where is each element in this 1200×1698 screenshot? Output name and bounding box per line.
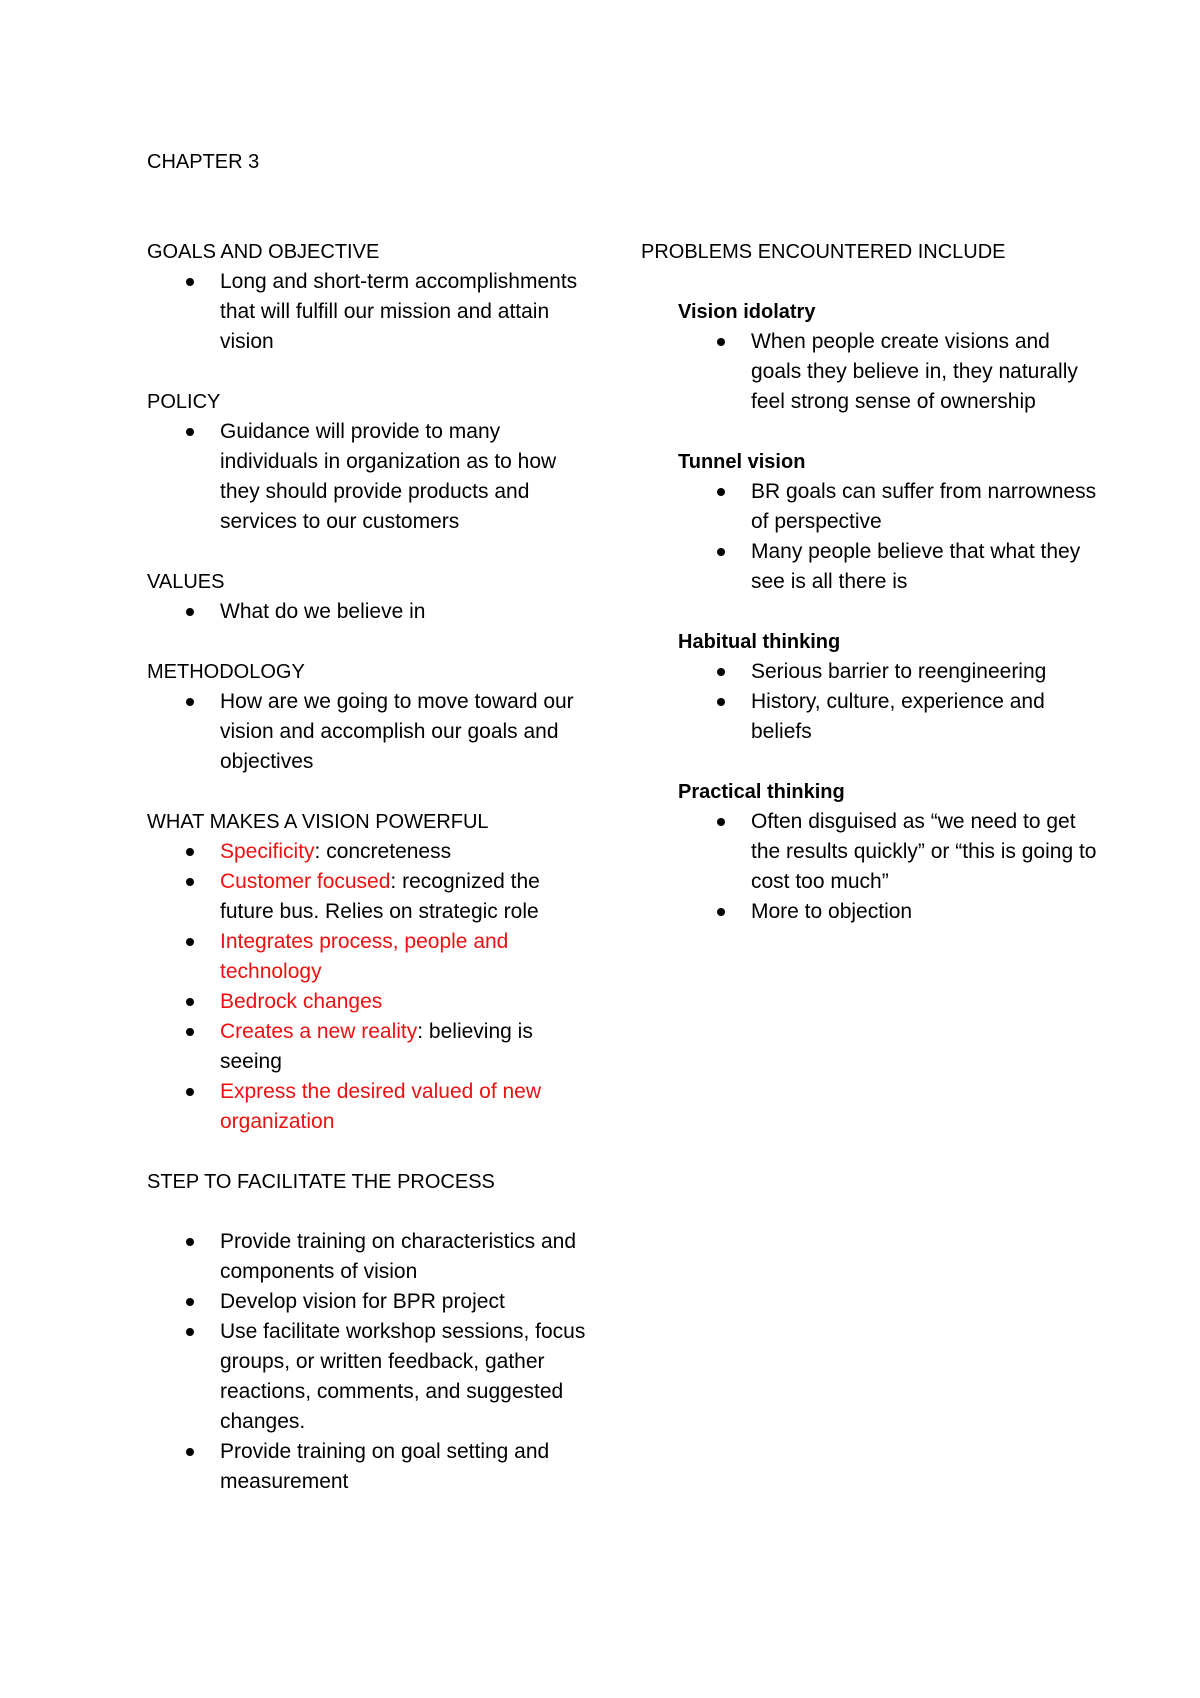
- list-item: Many people believe that what they see is all there is: [678, 537, 1101, 597]
- highlight-text: Integrates process, people and technology: [220, 930, 509, 983]
- highlight-text: Specificity: [220, 840, 315, 863]
- list-item: Use facilitate workshop sessions, focus groups, or written feedback, gather reactions, comments, and suggested changes.: [147, 1317, 587, 1437]
- section-title: POLICY: [147, 391, 221, 413]
- bullet-list: [147, 267, 587, 357]
- section-title: WHAT MAKES A VISION POWERFUL: [147, 811, 489, 833]
- bullet-list: [678, 807, 1101, 927]
- section-steps: [147, 1167, 587, 1497]
- bullet-list: [678, 477, 1101, 597]
- chapter-heading: CHAPTER 3: [147, 151, 260, 173]
- highlight-text: Bedrock changes: [220, 990, 383, 1013]
- subsection-title: Practical thinking: [678, 781, 845, 803]
- subsection-tunnel-vision: [678, 447, 1101, 597]
- right-column: [641, 237, 1101, 927]
- section-vision-powerful: [147, 807, 587, 1137]
- section-title: PROBLEMS ENCOUNTERED INCLUDE: [641, 241, 1006, 263]
- bullet-list: [147, 417, 587, 537]
- list-item: When people create visions and goals they believe in, they naturally feel strong sense of ownership: [678, 327, 1101, 417]
- list-item: Long and short-term accomplishments that will fulfill our mission and attain vision: [147, 267, 587, 357]
- list-item: [147, 927, 587, 987]
- highlight-text: Creates a new reality: [220, 1020, 418, 1043]
- list-item: Develop vision for BPR project: [147, 1287, 587, 1317]
- list-item: [147, 837, 587, 867]
- list-item: How are we going to move toward our vision and accomplish our goals and objectives: [147, 687, 587, 777]
- list-item: Provide training on characteristics and components of vision: [147, 1227, 587, 1287]
- list-item: Often disguised as “we need to get the results quickly” or “this is going to cost too much”: [678, 807, 1101, 897]
- list-item: BR goals can suffer from narrowness of perspective: [678, 477, 1101, 537]
- section-title: METHODOLOGY: [147, 661, 305, 683]
- section-values: [147, 567, 587, 627]
- list-item: [147, 987, 587, 1017]
- item-text: : believing is seeing: [220, 1020, 533, 1073]
- subsection-habitual-thinking: [678, 627, 1101, 747]
- list-item: [147, 1017, 587, 1077]
- bullet-list: [147, 837, 587, 1137]
- section-methodology: [147, 657, 587, 777]
- left-column: [147, 237, 587, 1497]
- section-goals: [147, 237, 587, 357]
- list-item: Guidance will provide to many individuals in organization as to how they should provide products and services to our customers: [147, 417, 587, 537]
- list-item: Provide training on goal setting and measurement: [147, 1437, 587, 1497]
- list-item: What do we believe in: [147, 597, 587, 627]
- list-item: [147, 1077, 587, 1137]
- bullet-list: [678, 327, 1101, 417]
- item-text: : recognized the future bus. Relies on strategic role: [220, 870, 540, 923]
- highlight-text: Customer focused: [220, 870, 391, 893]
- item-text: : concreteness: [314, 840, 452, 863]
- bullet-list: [147, 1227, 587, 1497]
- section-title: VALUES: [147, 571, 225, 593]
- bullet-list: [678, 657, 1101, 747]
- subsection-vision-idolatry: [678, 297, 1101, 417]
- subsection-title: Habitual thinking: [678, 631, 841, 653]
- section-title: STEP TO FACILITATE THE PROCESS: [147, 1171, 495, 1193]
- list-item: History, culture, experience and beliefs: [678, 687, 1101, 747]
- bullet-list: [147, 597, 587, 627]
- subsection-title: Vision idolatry: [678, 301, 816, 323]
- highlight-text: Express the desired valued of new organization: [220, 1080, 542, 1133]
- subsection-practical-thinking: [678, 777, 1101, 927]
- list-item: More to objection: [678, 897, 1101, 927]
- section-policy: [147, 387, 587, 537]
- list-item: Serious barrier to reengineering: [678, 657, 1101, 687]
- subsection-title: Tunnel vision: [678, 451, 806, 473]
- section-title: GOALS AND OBJECTIVE: [147, 241, 380, 263]
- bullet-list: [147, 687, 587, 777]
- list-item: [147, 867, 587, 927]
